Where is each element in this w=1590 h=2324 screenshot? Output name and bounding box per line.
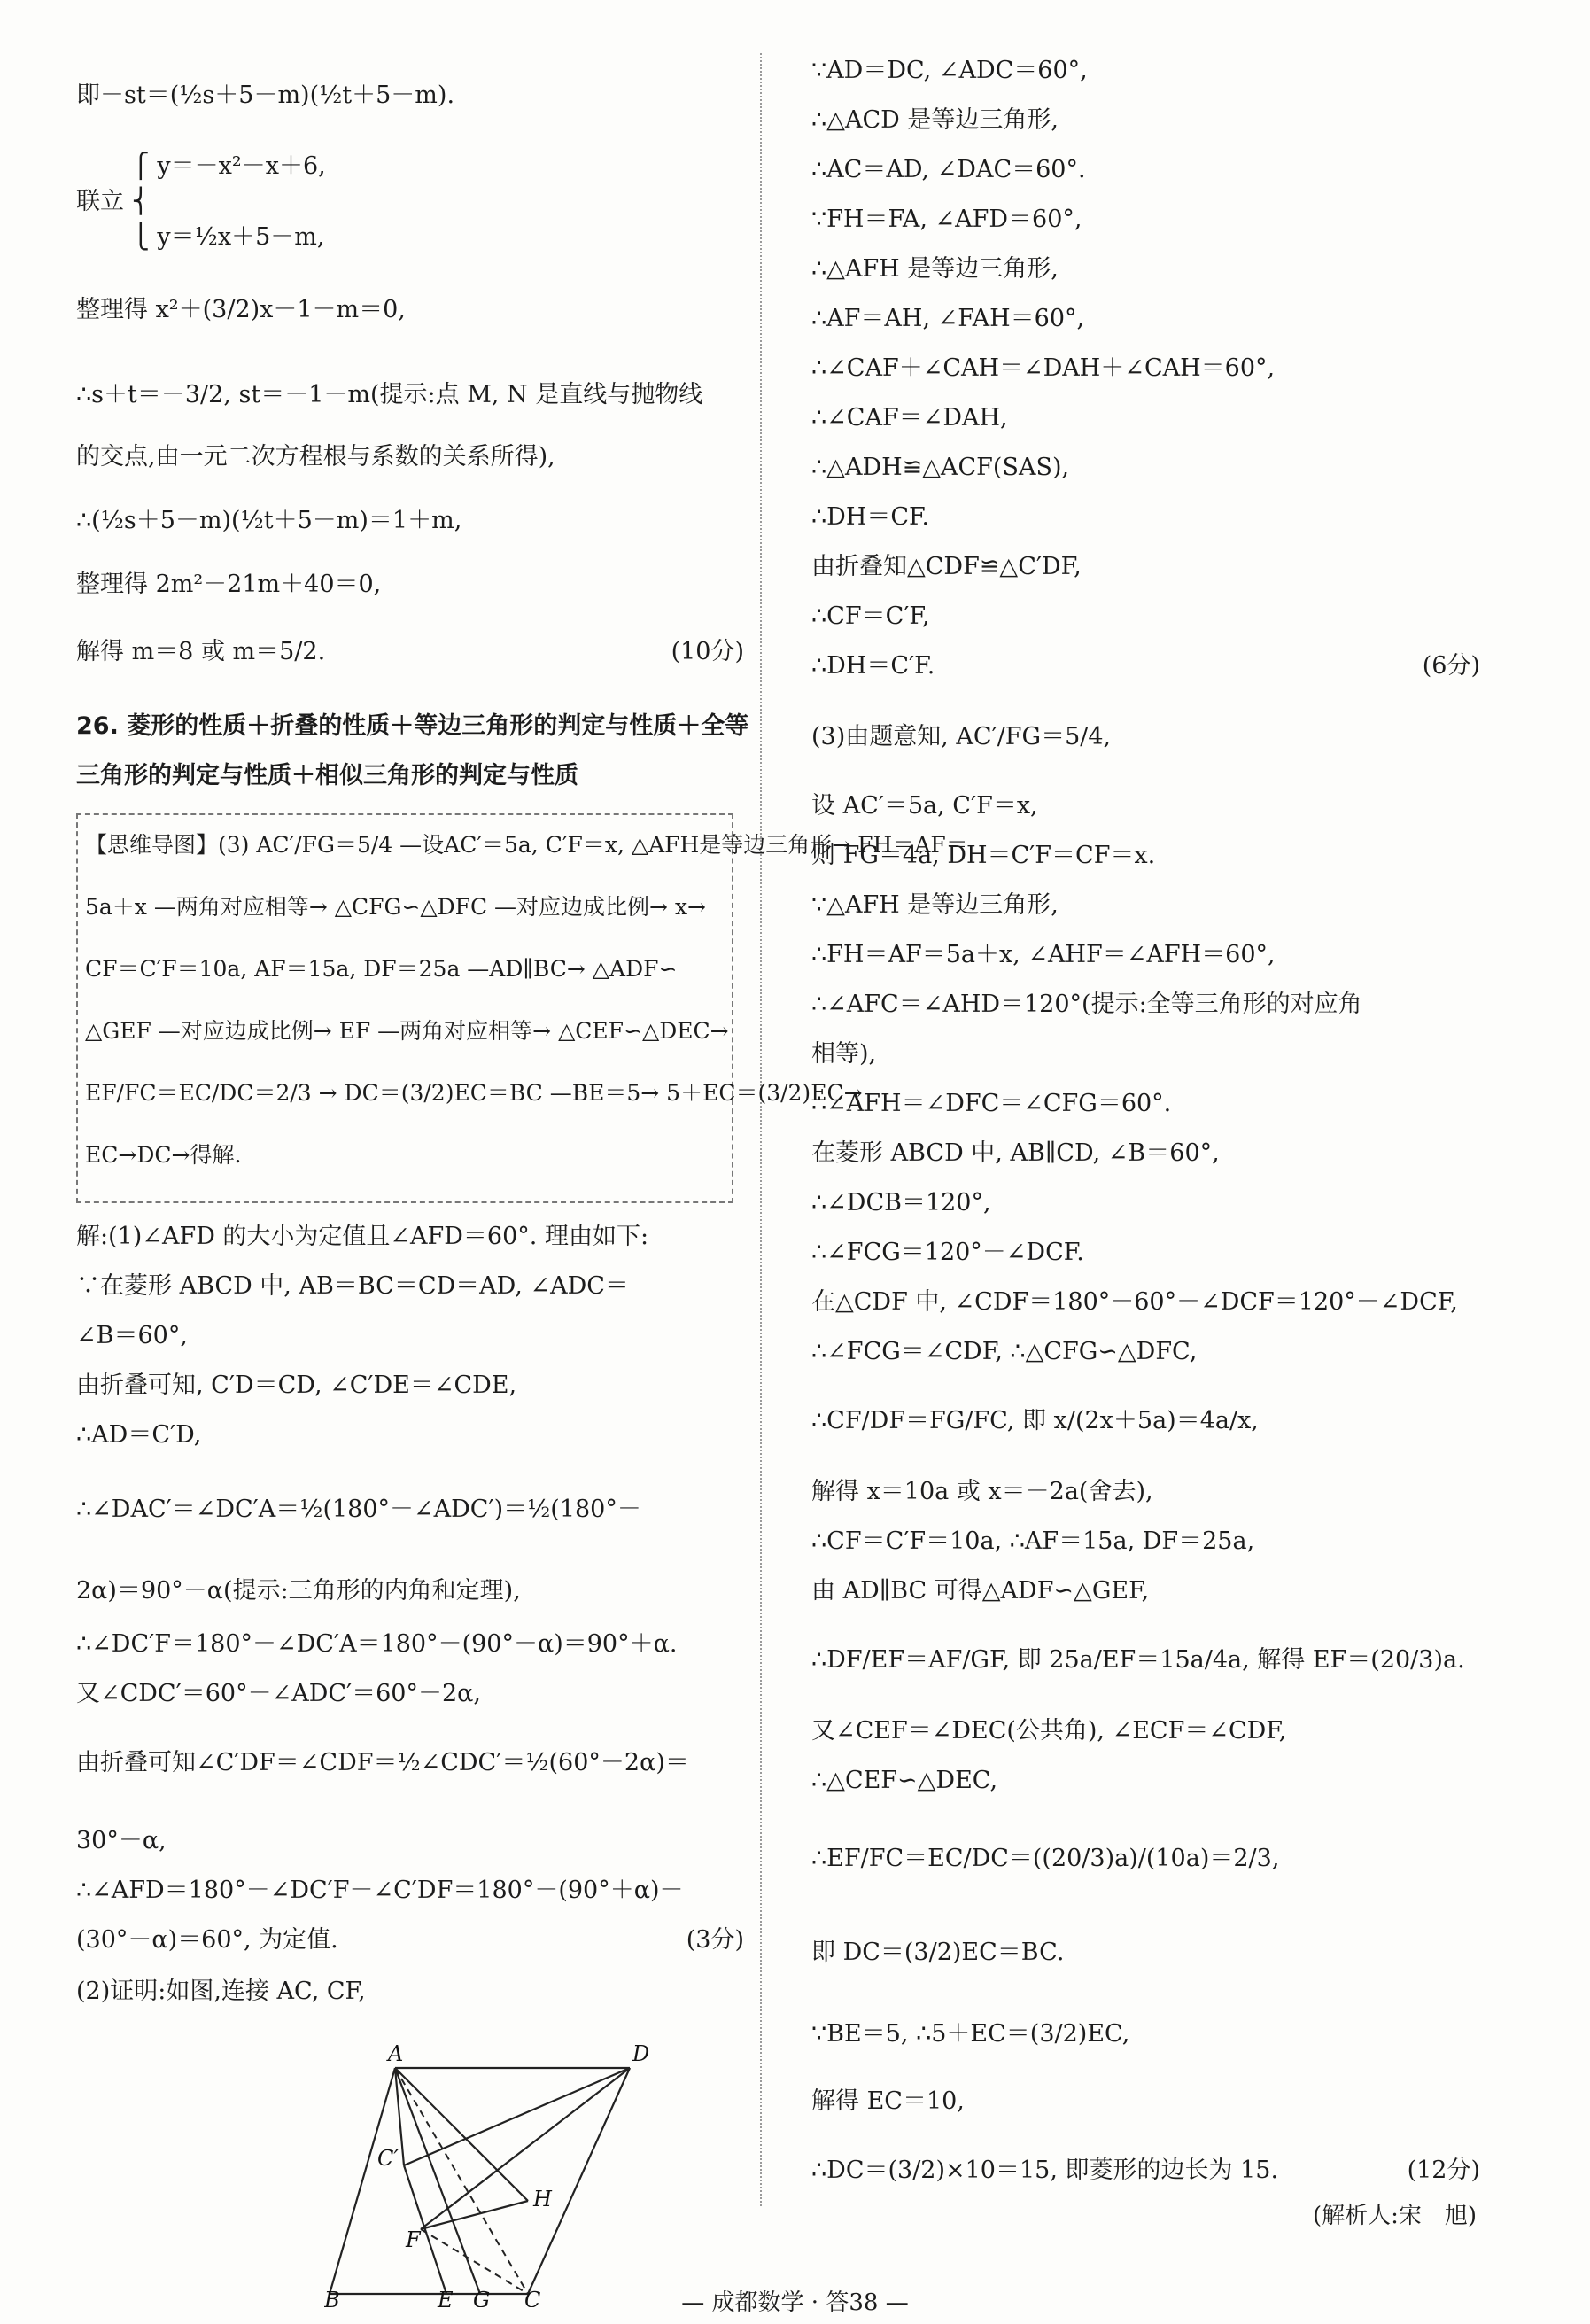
mindmap-line-2: CF＝C′F＝10a, AF＝15a, DF＝25a —AD∥BC→ △ADF∽ bbox=[85, 956, 678, 982]
left-line-9: 解得 m＝8 或 m＝5/2. bbox=[76, 638, 326, 665]
right-line-34: 即 DC＝(3/2)EC＝BC. bbox=[811, 1939, 1065, 1966]
segment-fd bbox=[421, 2068, 630, 2229]
right-line-13: (3)由题意知, AC′/FG＝5/4, bbox=[811, 723, 1112, 750]
left-line-3: ⎩ y＝½x＋5－m, bbox=[76, 223, 325, 251]
right-line-16: ∵△AFH 是等边三角形, bbox=[811, 891, 1059, 919]
right-line-36: 解得 EC＝10, bbox=[811, 2087, 965, 2115]
label-c-prime: C′ bbox=[377, 2146, 399, 2171]
right-line-23: ∴∠FCG＝120°－∠DCF. bbox=[811, 1239, 1084, 1266]
right-line-25: ∴∠FCG＝∠CDF, ∴△CFG∽△DFC, bbox=[811, 1338, 1198, 1365]
solution-line-11: ∴∠AFD＝180°－∠DC′F－∠C′DF＝180°－(90°＋α)－ bbox=[76, 1877, 684, 1904]
right-line-32: ∴△CEF∽△DEC, bbox=[811, 1767, 998, 1794]
solution-line-1: ∵在菱形 ABCD 中, AB＝BC＝CD＝AD, ∠ADC＝ bbox=[76, 1272, 629, 1300]
solution-line-7: ∴∠DC′F＝180°－∠DC′A＝180°－(90°－α)＝90°＋α. bbox=[76, 1630, 678, 1658]
mindmap-line-3: △GEF —对应边成比例→ EF —两角对应相等→ △CEF∽△DEC→ bbox=[85, 1018, 729, 1044]
label-c: C bbox=[524, 2288, 541, 2307]
score-6: (6分) bbox=[1422, 652, 1480, 680]
segment-fh bbox=[421, 2201, 528, 2229]
right-line-29: 由 AD∥BC 可得△ADF∽△GEF, bbox=[811, 1577, 1150, 1605]
right-line-20: ∴∠AFH＝∠DFC＝∠CFG＝60°. bbox=[811, 1090, 1172, 1117]
label-d: D bbox=[632, 2041, 650, 2066]
page-footer: — 成都数学 · 答38 — bbox=[681, 2289, 909, 2316]
label-e: E bbox=[438, 2288, 454, 2307]
mind-map-box bbox=[76, 813, 968, 1203]
watermark-logo bbox=[549, 1763, 974, 1940]
left-line-7: ∴(½s＋5－m)(½t＋5－m)＝1＋m, bbox=[76, 507, 462, 534]
mindmap-line-5: EC→DC→得解. bbox=[85, 1142, 242, 1168]
solution-line-12: (30°－α)＝60°, 为定值. bbox=[76, 1926, 338, 1954]
right-line-9: ∴DH＝CF. bbox=[811, 503, 930, 531]
right-line-4: ∴△AFH 是等边三角形, bbox=[811, 255, 1059, 283]
right-line-30: ∴DF/EF＝AF/GF, 即 25a/EF＝15a/4a, 解得 EF＝(20/3)a. bbox=[811, 1646, 1465, 1674]
solution-line-2: ∠B＝60°, bbox=[76, 1322, 188, 1349]
right-line-10: 由折叠知△CDF≌△C′DF, bbox=[811, 553, 1082, 580]
solution-line-8: 又∠CDC′＝60°－∠ADC′＝60°－2α, bbox=[76, 1680, 481, 1707]
right-line-22: ∴∠DCB＝120°, bbox=[811, 1189, 991, 1216]
left-line-4: 整理得 x²＋(3/2)x－1－m＝0, bbox=[76, 296, 406, 323]
edge-ab bbox=[330, 2068, 395, 2294]
right-line-21: 在菱形 ABCD 中, AB∥CD, ∠B＝60°, bbox=[811, 1139, 1220, 1167]
right-line-31: 又∠CEF＝∠DEC(公共角), ∠ECF＝∠CDF, bbox=[811, 1717, 1287, 1745]
right-line-18: ∴∠AFC＝∠AHD＝120°(提示:全等三角形的对应角 bbox=[811, 991, 1362, 1018]
solution-line-0: 解:(1)∠AFD 的大小为定值且∠AFD＝60°. 理由如下: bbox=[76, 1223, 649, 1250]
solution-line-9: 由折叠可知∠C′DF＝∠CDF＝½∠CDC′＝½(60°－2α)＝ bbox=[76, 1749, 689, 1776]
right-line-15: 则 FG＝4a, DH＝C′F＝CF＝x. bbox=[811, 842, 1156, 869]
q26-heading-line1: 26. 菱形的性质＋折叠的性质＋等边三角形的判定与性质＋全等 bbox=[76, 712, 749, 740]
label-g: G bbox=[473, 2288, 491, 2307]
right-line-11: ∴CF＝C′F, bbox=[811, 602, 930, 630]
solution-line-5: ∴∠DAC′＝∠DC′A＝½(180°－∠ADC′)＝½(180°－ bbox=[76, 1496, 641, 1523]
rhombus-figure bbox=[324, 2041, 661, 2307]
mindmap-line-0: 【思维导图】(3) AC′/FG＝5/4 —设AC′＝5a, C′F＝x, △AFH是等边三角形→ FH＝AF＝ bbox=[85, 832, 968, 858]
right-line-19: 相等), bbox=[811, 1040, 877, 1068]
label-b: B bbox=[324, 2288, 340, 2307]
edge-dc bbox=[528, 2068, 630, 2294]
left-line-8: 整理得 2m²－21m＋40＝0, bbox=[76, 571, 382, 598]
left-line-0: 即－st＝(½s＋5－m)(½t＋5－m). bbox=[76, 82, 455, 109]
solution-line-3: 由折叠可知, C′D＝CD, ∠C′DE＝∠CDE, bbox=[76, 1372, 517, 1399]
right-line-17: ∴FH＝AF＝5a＋x, ∠AHF＝∠AFH＝60°, bbox=[811, 941, 1276, 968]
left-line-6: 的交点,由一元二次方程根与系数的关系所得), bbox=[76, 443, 555, 470]
solution-line-4: ∴AD＝C′D, bbox=[76, 1421, 202, 1449]
right-line-27: 解得 x＝10a 或 x＝－2a(舍去), bbox=[811, 1478, 1153, 1505]
right-line-5: ∴AF＝AH, ∠FAH＝60°, bbox=[811, 305, 1085, 332]
analyst-credit: (解析人:宋 旭) bbox=[1312, 2203, 1477, 2229]
solution-line-10: 30°－α, bbox=[76, 1827, 167, 1854]
right-line-37: ∴DC＝(3/2)×10＝15, 即菱形的边长为 15. bbox=[811, 2157, 1279, 2184]
right-line-28: ∴CF＝C′F＝10a, ∴AF＝15a, DF＝25a, bbox=[811, 1527, 1255, 1555]
right-line-35: ∵BE＝5, ∴5＋EC＝(3/2)EC, bbox=[811, 2020, 1130, 2048]
right-line-8: ∴△ADH≌△ACF(SAS), bbox=[811, 454, 1070, 481]
right-line-1: ∴△ACD 是等边三角形, bbox=[811, 106, 1059, 134]
label-h: H bbox=[533, 2187, 552, 2211]
segment-c-prime-d bbox=[404, 2068, 630, 2165]
mindmap-line-4: EF/FC＝EC/DC＝2/3 → DC＝(3/2)EC＝BC —BE＝5→ 5＋EC＝(3/2)EC→ bbox=[85, 1080, 863, 1106]
right-line-0: ∵AD＝DC, ∠ADC＝60°, bbox=[811, 57, 1088, 84]
left-line-2: 联立 ⎨ bbox=[76, 188, 150, 215]
right-line-12: ∴DH＝C′F. bbox=[811, 652, 935, 680]
right-line-24: 在△CDF 中, ∠CDF＝180°－60°－∠DCF＝120°－∠DCF, bbox=[811, 1288, 1458, 1316]
q26-heading-line2: 三角形的判定与性质＋相似三角形的判定与性质 bbox=[76, 762, 578, 789]
right-line-7: ∴∠CAF＝∠DAH, bbox=[811, 404, 1008, 431]
score-10: (10分) bbox=[671, 638, 744, 665]
left-line-5: ∴s＋t＝－3/2, st＝－1－m(提示:点 M, N 是直线与抛物线 bbox=[76, 381, 703, 408]
right-line-2: ∴AC＝AD, ∠DAC＝60°. bbox=[811, 156, 1086, 183]
right-line-26: ∴CF/DF＝FG/FC, 即 x/(2x＋5a)＝4a/x, bbox=[811, 1407, 1259, 1434]
score-12: (12分) bbox=[1407, 2157, 1480, 2184]
segment-ag bbox=[395, 2068, 480, 2294]
mindmap-line-1: 5a＋x —两角对应相等→ △CFG∽△DFC —对应边成比例→ x→ bbox=[85, 894, 707, 920]
right-line-3: ∵FH＝FA, ∠AFD＝60°, bbox=[811, 206, 1082, 233]
solution-line-13: (2)证明:如图,连接 AC, CF, bbox=[76, 1978, 366, 2005]
right-line-33: ∴EF/FC＝EC/DC＝((20/3)a)/(10a)＝2/3, bbox=[811, 1845, 1280, 1872]
label-f: F bbox=[406, 2227, 421, 2252]
label-a: A bbox=[388, 2041, 404, 2066]
score-3: (3分) bbox=[686, 1926, 744, 1954]
left-line-1: ⎧ y＝－x²－x＋6, bbox=[76, 152, 326, 180]
right-line-6: ∴∠CAF＋∠CAH＝∠DAH＋∠CAH＝60°, bbox=[811, 354, 1276, 382]
right-line-14: 设 AC′＝5a, C′F＝x, bbox=[811, 792, 1038, 820]
solution-line-6: 2α)＝90°－α(提示:三角形的内角和定理), bbox=[76, 1577, 521, 1605]
